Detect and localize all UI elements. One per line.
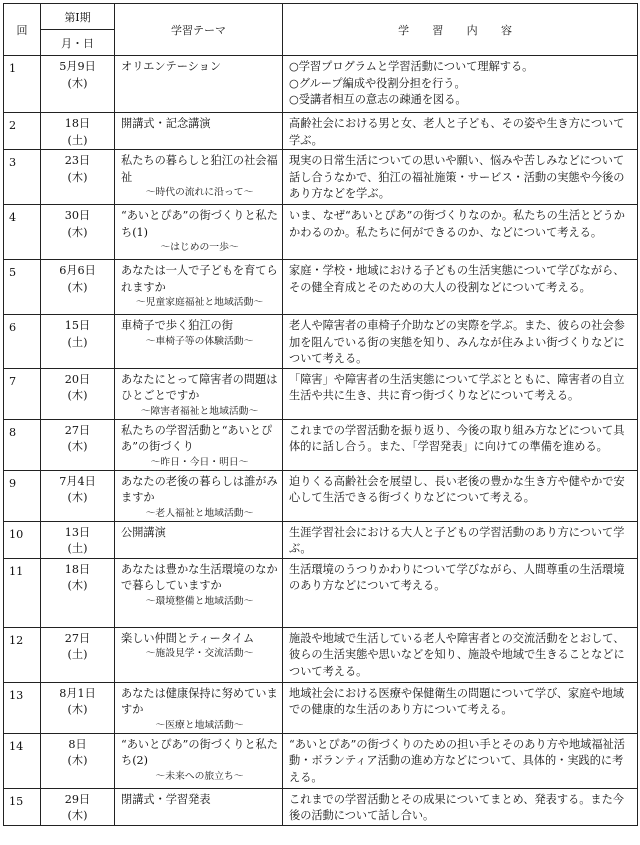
session-content: 高齢社会における男と女、老人と子ども、その姿や生き方について学ぶ。 (283, 113, 638, 150)
session-theme: 公開講演 (121, 525, 166, 539)
theme-subtitle: ～昨日・今日・明日～ (150, 456, 249, 468)
header-content: 学 習 内 容 (283, 4, 638, 56)
session-content: ○学習プログラムと学習活動について理解する。 ○グループ編成や役割分担を行う。 ○受講者相互の意志の疎通を図る。 (283, 56, 638, 113)
session-weekday: (木) (67, 225, 88, 239)
session-theme-cell (115, 682, 283, 733)
table-row (4, 205, 638, 260)
theme-subtitle: ～時代の流れに沿って～ (145, 187, 254, 198)
session-content: 現実の日常生活についての思いや願い、悩みや苦しみなどについて話し合うなかで、狛江の福祉施策・サービス・活動の実態や今後のあり方などを学ぶ。 (283, 150, 638, 205)
session-theme-cell (115, 205, 283, 260)
session-theme: 私たちの学習活動と“あいとぴあ”の街づくり (121, 423, 273, 453)
session-number: 4 (4, 205, 41, 260)
session-number: 11 (4, 558, 41, 627)
session-weekday: (木) (67, 76, 88, 90)
session-theme-cell (115, 56, 283, 113)
session-number: 6 (4, 315, 41, 369)
session-weekday: (木) (67, 703, 88, 716)
session-content: “あいとぴあ”の街づくりのための担い手とそのあり方や地域福祉活動・ボランティア活動の進め方などについて、具体的・実践的に考える。 (283, 733, 638, 788)
session-date-cell (41, 627, 115, 682)
table-row (4, 558, 638, 627)
session-date: 27日 (64, 423, 91, 437)
session-weekday: (木) (67, 440, 88, 453)
session-content: 生活環境のうつりかわりについて学びながら、人間尊重の生活環境のあり方などについて考える。 (283, 558, 638, 627)
table-row (4, 150, 638, 205)
session-theme: “あいとぴあ”の街づくりと私たち(2) (121, 737, 278, 767)
session-theme-cell (115, 627, 283, 682)
session-theme-cell (115, 113, 283, 150)
session-date-cell (41, 368, 115, 419)
session-theme: “あいとぴあ”の街づくりと私たち(1) (121, 209, 278, 239)
session-theme-cell (115, 521, 283, 558)
session-date: 6月6日 (59, 264, 96, 277)
session-theme: 車椅子で歩く狛江の街 (121, 319, 233, 332)
session-theme: あなたの老後の暮らしは誰がみますか (121, 474, 278, 504)
session-theme: あなたは一人で子どもを育てられますか (121, 264, 278, 294)
session-theme-cell (115, 150, 283, 205)
theme-subtitle: ～はじめの一歩～ (160, 242, 239, 253)
table-row (4, 419, 638, 470)
session-weekday: (土) (67, 133, 88, 147)
session-weekday: (木) (67, 170, 88, 184)
session-date: 8日 (68, 737, 87, 751)
session-theme: あなたは健康保持に努めていますか (121, 686, 278, 716)
session-date: 27日 (64, 631, 91, 645)
table-row (4, 733, 638, 788)
session-theme: 開講式・記念講演 (121, 117, 211, 130)
session-date-cell (41, 113, 115, 150)
table-row (4, 470, 638, 521)
session-theme: 閉講式・学習発表 (121, 792, 211, 806)
table-row (4, 260, 638, 315)
session-date: 7月4日 (59, 474, 96, 488)
session-date: 30日 (64, 209, 91, 222)
session-theme: あなたにとって障害者の問題はひとごとですか (121, 372, 278, 402)
session-date-cell (41, 733, 115, 788)
session-theme-cell (115, 558, 283, 627)
session-number: 13 (4, 682, 41, 733)
session-date-cell (41, 682, 115, 733)
session-weekday: (木) (67, 280, 88, 294)
table-row (4, 788, 638, 825)
session-theme-cell (115, 788, 283, 825)
table-row (4, 682, 638, 733)
theme-subtitle: ～児童家庭福祉と地域活動～ (135, 297, 264, 308)
theme-subtitle: ～老人福祉と地域活動～ (145, 507, 254, 519)
session-date: 5月9日 (59, 60, 96, 73)
session-theme: オリエンテーション (121, 60, 222, 73)
session-content: これまでの学習活動を振り返り、今後の取り組み方などについて具体的に話し合う。また、「学習発表」に向けての準備を進める。 (283, 419, 638, 470)
session-number: 10 (4, 521, 41, 558)
header-theme: 学習テーマ (115, 4, 283, 56)
session-number: 9 (4, 470, 41, 521)
session-theme: 楽しい仲間とティータイム (121, 631, 255, 645)
session-weekday: (木) (67, 754, 88, 767)
table-row (4, 56, 638, 113)
session-theme-cell (115, 733, 283, 788)
session-weekday: (木) (67, 491, 88, 504)
session-number: 3 (4, 150, 41, 205)
session-date: 13日 (64, 525, 91, 539)
session-number: 8 (4, 419, 41, 470)
session-content: 老人や障害者の車椅子介助などの実際を学ぶ。また、彼らの社会参加を阻んでいる街の実態を知り、みんなが住みよい街づくりなどについて考える。 (283, 315, 638, 369)
session-content: 生涯学習社会における大人と子どもの学習活動のあり方について学ぶ。 (283, 521, 638, 558)
session-date-cell (41, 315, 115, 369)
session-date: 23日 (64, 154, 91, 167)
theme-subtitle: ～車椅子等の体験活動～ (145, 335, 254, 347)
session-date: 15日 (64, 319, 91, 332)
session-weekday: (木) (67, 809, 88, 822)
session-date-cell (41, 56, 115, 113)
theme-subtitle: ～医療と地域活動～ (155, 719, 244, 731)
session-theme-cell (115, 315, 283, 369)
session-theme: あなたは豊かな生活環境のなかで暮らしていますか (121, 562, 278, 592)
session-date: 20日 (64, 372, 91, 386)
session-theme-cell (115, 419, 283, 470)
table-row (4, 521, 638, 558)
session-weekday: (土) (67, 542, 88, 555)
session-theme: 私たちの暮らしと狛江の社会福祉 (121, 154, 278, 184)
table-row (4, 315, 638, 369)
session-content: 地域社会における医療や保健衛生の問題について学び、家庭や地域での健康的な生活のあり方について考える。 (283, 682, 638, 733)
theme-subtitle: ～環境整備と地域活動～ (145, 595, 254, 607)
session-theme-cell (115, 368, 283, 419)
session-date-cell (41, 788, 115, 825)
session-number: 1 (4, 56, 41, 113)
session-date: 29日 (64, 792, 91, 806)
session-content: これまでの学習活動とその成果についてまとめ、発表する。また今後の活動について話し合い。 (283, 788, 638, 825)
theme-subtitle: ～施設見学・交流活動～ (145, 648, 254, 659)
session-content: 家庭・学校・地域における子どもの生活実態について学びながら、その健全育成とそのための大人の役割などについて考える。 (283, 260, 638, 315)
table-row (4, 627, 638, 682)
session-content: いま、なぜ“あいとぴあ”の街づくりなのか。私たちの生活とどうかかわるのか。私たちに何ができるのか、などについて考える。 (283, 205, 638, 260)
session-date-cell (41, 150, 115, 205)
session-content: 「障害」や障害者の生活実態について学ぶとともに、障害者の自立生活や共に生き、共に育つ街づくりなどについて考える。 (283, 368, 638, 419)
session-number: 7 (4, 368, 41, 419)
session-date-cell (41, 260, 115, 315)
session-date: 8月1日 (59, 686, 96, 700)
table-row (4, 113, 638, 150)
theme-subtitle: ～未来への旅立ち～ (155, 770, 244, 782)
session-content: 施設や地域で生活している老人や障害者との交流活動をとおして、彼らの生活実態や思いなどを知り、施設や地域で生きることなどについて考える。 (283, 627, 638, 682)
session-date-cell (41, 205, 115, 260)
session-weekday: (木) (67, 389, 88, 402)
session-number: 14 (4, 733, 41, 788)
session-weekday: (木) (67, 579, 88, 592)
session-weekday: (土) (67, 648, 88, 661)
session-date-cell (41, 521, 115, 558)
session-number: 2 (4, 113, 41, 150)
schedule-table (3, 3, 638, 826)
session-number: 15 (4, 788, 41, 825)
session-number: 12 (4, 627, 41, 682)
session-weekday: (土) (67, 335, 88, 349)
session-date: 18日 (64, 117, 91, 130)
session-theme-cell (115, 260, 283, 315)
session-date-cell (41, 419, 115, 470)
session-date-cell (41, 470, 115, 521)
theme-subtitle: ～障害者福祉と地域活動～ (140, 405, 259, 417)
session-number: 5 (4, 260, 41, 315)
session-theme-cell (115, 470, 283, 521)
table-row (4, 368, 638, 419)
session-date: 18日 (64, 562, 91, 576)
session-content: 迫りくる高齢社会を展望し、長い老後の豊かな生き方や健やかで安心して生活できる街づくりなどについて考える。 (283, 470, 638, 521)
header-monthday: 月・日 (41, 30, 115, 56)
header-period: 第Ⅰ期 (41, 4, 115, 30)
session-date-cell (41, 558, 115, 627)
header-no: 回 (4, 4, 41, 56)
